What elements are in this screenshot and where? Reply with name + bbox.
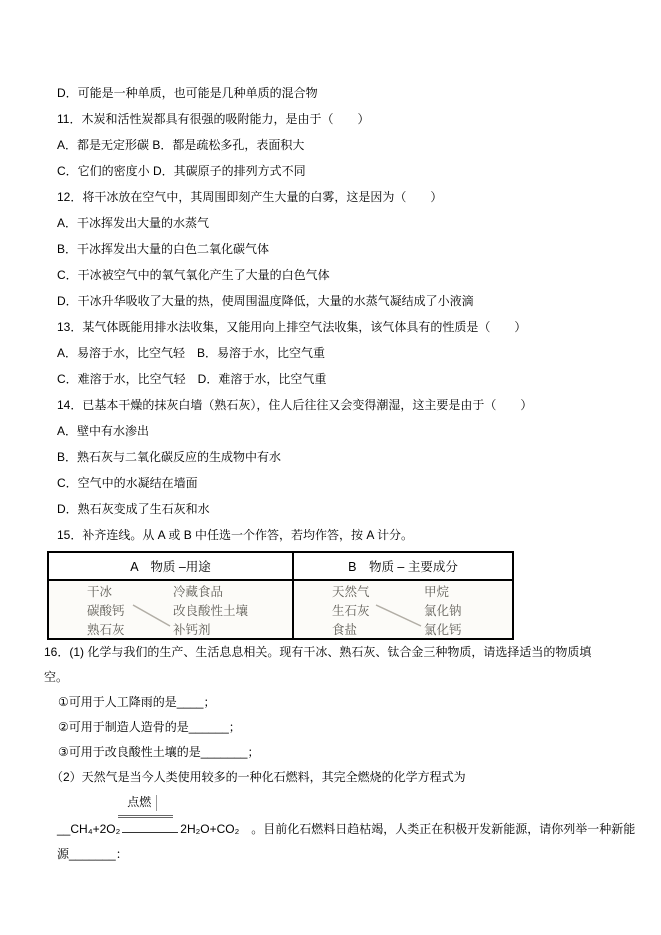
question-line: A．壁中有水渗出 — [57, 424, 150, 438]
use-item: 冷藏食品 — [173, 585, 224, 599]
table-header-b: B 物质 – 主要成分 — [293, 552, 513, 580]
connection-line-a — [49, 581, 292, 638]
substance-item: 生石灰 — [332, 604, 370, 618]
question-line: D．干冰升华吸收了大量的热，使周围温度降低，大量的水蒸气凝结成了小液滴 — [57, 294, 474, 308]
substance-item: 熟石灰 — [87, 623, 125, 637]
q16-blank-items — [0, 690, 661, 765]
question-line: A．易溶于水，比空气轻 B．易溶于水，比空气重 — [57, 346, 326, 360]
reaction-condition-label: 点燃 — [127, 795, 157, 811]
substance-item: 食盐 — [332, 623, 358, 637]
matching-table-body-row — [48, 580, 513, 639]
question-line: 13．某气体既能用排水法收集，又能用向上排空气法收集，该气体具有的性质是（ ） — [57, 320, 527, 334]
matching-table — [47, 551, 514, 640]
question-line: B．熟石灰与二氧化碳反应的生成物中有水 — [57, 450, 282, 464]
question-line: D．可能是一种单质，也可能是几种单质的混合物 — [57, 86, 318, 100]
component-item: 氯化钙 — [424, 623, 462, 637]
substance-item: 碳酸钙 — [87, 604, 125, 618]
q16-part2-tail-line1: 。目前化石燃料日趋枯竭，人类正在积极开发新能源，请你列举一种新能 — [239, 822, 636, 836]
question-line: B．干冰挥发出大量的白色二氧化碳气体 — [57, 242, 270, 256]
use-item: 改良酸性土壤 — [173, 604, 249, 618]
equation-rhs: 2H₂O+CO₂ — [180, 822, 240, 836]
group-b-components — [424, 583, 462, 638]
question-line: C．它们的密度小 D．其碳原子的排列方式不同 — [57, 164, 306, 178]
fill-blank-line: ①可用于人工降雨的是____； — [58, 695, 216, 709]
q16-part1-line2: 空。 — [44, 670, 69, 684]
reaction-arrow — [122, 795, 178, 833]
substance-item: 天然气 — [332, 585, 370, 599]
component-item: 甲烷 — [424, 585, 450, 599]
substance-item: 干冰 — [87, 585, 113, 599]
equation-lhs: CH₄+2O₂ — [70, 822, 121, 836]
fill-in-section — [0, 640, 661, 867]
question-line: C．空气中的水凝结在墙面 — [57, 476, 198, 490]
question-line: 12．将干冰放在空气中，其周围即刻产生大量的白雾，这是因为（ ） — [57, 190, 443, 204]
q16-part2-tail-line2: 源_______： — [57, 847, 128, 861]
group-a-substances — [87, 583, 125, 638]
question-line: C．难溶于水，比空气轻 D．难溶于水，比空气重 — [57, 372, 327, 386]
question-line: 11．木炭和活性炭都具有很强的吸附能力，是由于（ ） — [57, 112, 370, 126]
group-b-substances — [332, 583, 370, 638]
reaction-condition-box — [118, 790, 173, 818]
fill-blank-line: ③可用于改良酸性土壤的是_______； — [58, 745, 260, 759]
match-group-a-cell — [48, 580, 293, 639]
connection-line-b — [294, 581, 512, 638]
chemical-equation-line — [0, 795, 661, 842]
question-line: 14．已基本干燥的抹灰白墙（熟石灰），住人后往往又会变得潮湿，这主要是由于（ ） — [57, 398, 533, 412]
question-line: C．干冰被空气中的氧气氧化产生了大量的白色气体 — [57, 268, 330, 282]
component-item: 氯化钠 — [424, 604, 462, 618]
matching-table-header-row — [48, 552, 513, 580]
q16-part1-line1: 16．(1) 化学与我们的生产、生活息息相关。现有干冰、熟石灰、钛合金三种物质，请选择适当的物质填 — [44, 645, 592, 659]
match-group-b — [294, 581, 512, 638]
question-line: A．都是无定形碳 B．都是疏松多孔，表面积大 — [57, 138, 305, 152]
fill-blank-line: ②可用于制造人造骨的是______； — [58, 720, 241, 734]
table-header-a: A 物质 –用途 — [48, 552, 293, 580]
question-line: A．干冰挥发出大量的水蒸气 — [57, 216, 210, 230]
use-item: 补钙剂 — [173, 623, 211, 637]
question-line: D．熟石灰变成了生石灰和水 — [57, 502, 210, 516]
question-line: 15．补齐连线。从 A 或 B 中任选一个作答，若均作答，按 A 计分。 — [57, 528, 414, 542]
group-a-uses — [173, 583, 248, 638]
match-group-a — [49, 581, 292, 638]
choice-questions-section — [0, 80, 661, 548]
q16-part2-intro: （2）天然气是当今人类使用较多的一种化石燃料，其完全燃烧的化学方程式为 — [51, 770, 466, 784]
equation-coefficient-blank: __ — [57, 822, 71, 836]
match-group-b-cell — [293, 580, 513, 639]
